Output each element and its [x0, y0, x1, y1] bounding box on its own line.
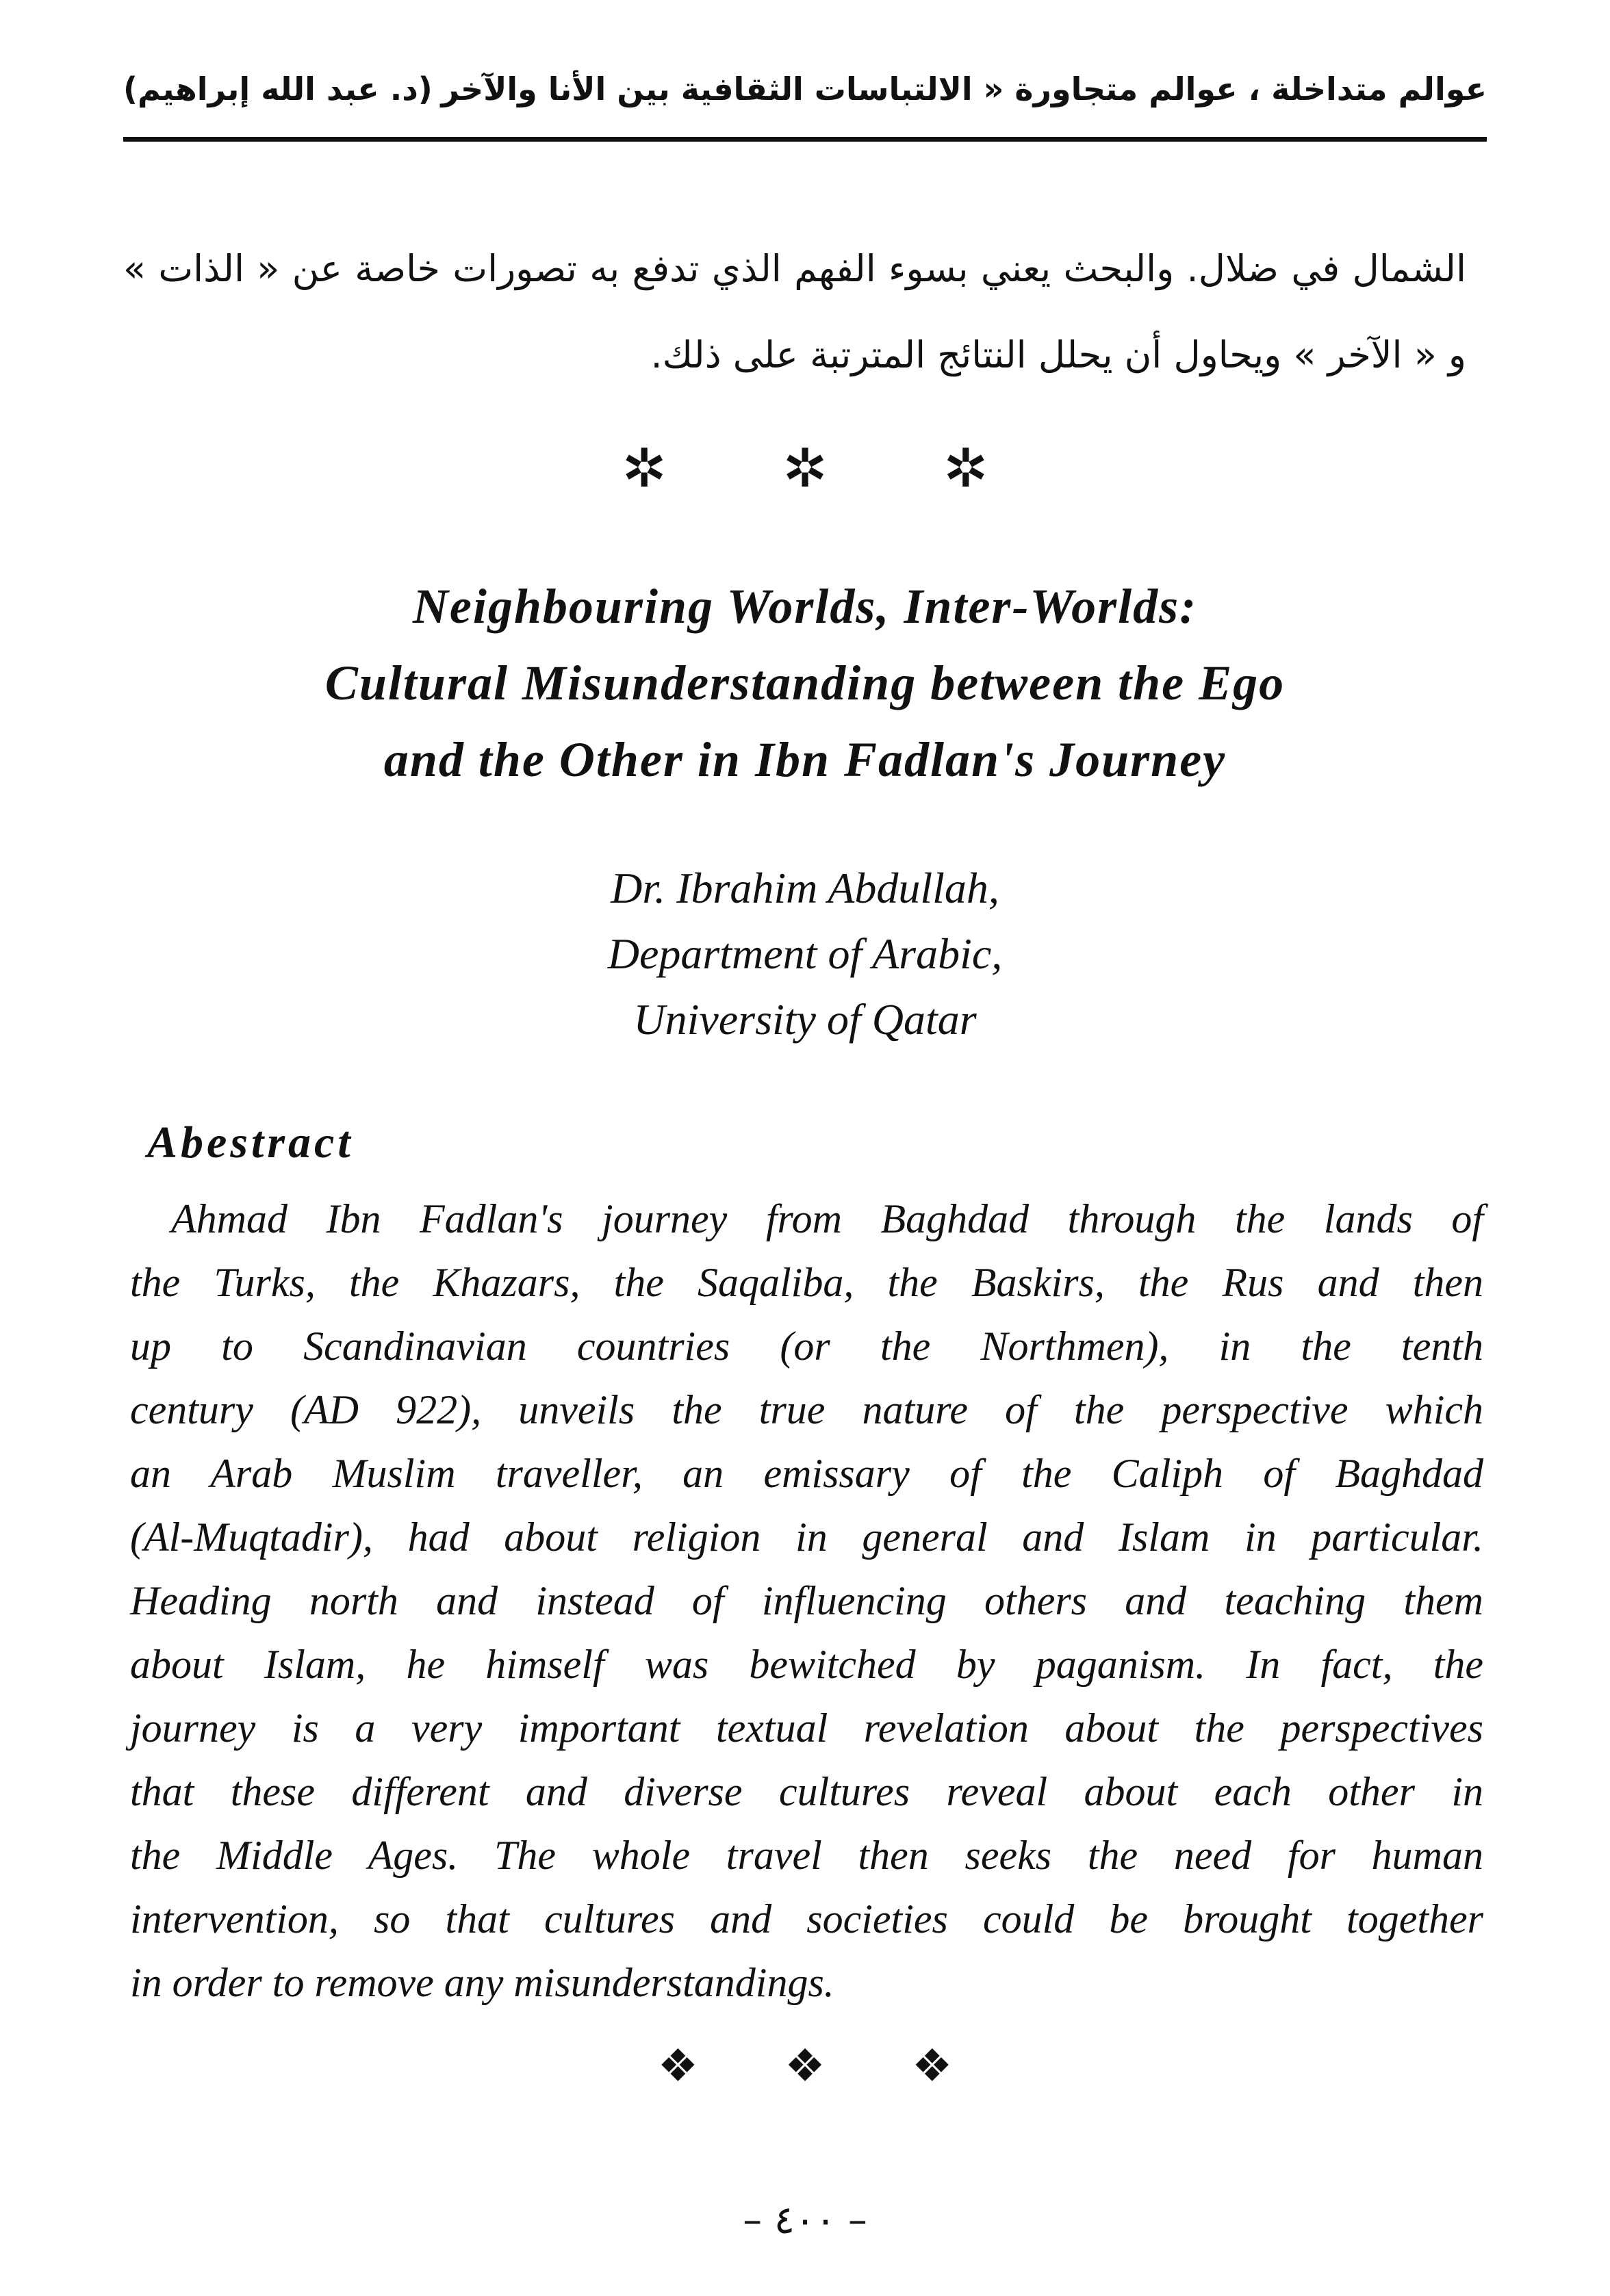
- running-head: [123, 48, 1487, 130]
- header-rule: [123, 137, 1487, 142]
- abstract-line: century (AD 922), unveils the true nature of the perspective which: [130, 1387, 1483, 1432]
- running-head-author: (د. عبد الله إبراهيم): [123, 70, 433, 107]
- title-line: Cultural Misunderstanding between the Ego: [324, 656, 1286, 710]
- asterisk-ornament-icon: ✲: [782, 439, 828, 498]
- author-name: Dr. Ibrahim Abdullah,: [611, 864, 999, 912]
- diamond-ornament-icon: ❖: [657, 2041, 698, 2091]
- asterisk-ornament-icon: ✲: [943, 439, 988, 498]
- abstract-heading: Abestract: [147, 1118, 354, 1168]
- article-title: [137, 568, 1473, 798]
- diamond-ornament-icon: ❖: [784, 2041, 826, 2091]
- diamond-ornament-icon: ❖: [912, 2041, 953, 2091]
- star-separator: [0, 438, 1610, 500]
- title-line: and the Other in Ibn Fadlan's Journey: [383, 732, 1227, 787]
- abstract-line: Ahmad Ibn Fadlan's journey from Baghdad through the lands of: [171, 1196, 1483, 1241]
- page-number: – ٤٠٠ –: [743, 2198, 867, 2243]
- abstract-line: (Al-Muqtadir), had about religion in general and Islam in particular.: [130, 1514, 1483, 1560]
- arabic-paragraph: الشمال في ضلال. والبحث يعني بسوء الفهم الذي تدفع به تصورات خاصة عن « الذات » و « الآخر » ويحاول أن يحلل النتائج المترتبة على ذلك.: [123, 247, 1466, 376]
- asterisk-ornament-icon: ✲: [622, 439, 667, 498]
- abstract-line: in order to remove any misunderstandings.: [130, 1960, 834, 2005]
- abstract-line: up to Scandinavian countries (or the Northmen), in the tenth: [130, 1324, 1483, 1369]
- abstract-line: about Islam, he himself was bewitched by paganism. In fact, the: [130, 1642, 1483, 1687]
- abstract-line: journey is a very important textual revelation about the perspectives: [130, 1705, 1483, 1751]
- abstract-line: Heading north and instead of influencing others and teaching them: [130, 1578, 1483, 1623]
- diamond-separator: [0, 2036, 1610, 2098]
- abstract-line: an Arab Muslim traveller, an emissary of the Caliph of Baghdad: [130, 1451, 1483, 1496]
- title-line: Neighbouring Worlds, Inter-Worlds:: [412, 579, 1198, 634]
- abstract-body: [130, 1187, 1483, 2015]
- abstract-line: the Middle Ages. The whole travel then seeks the need for human: [130, 1833, 1483, 1878]
- abstract-line: intervention, so that cultures and societies could be brought together: [130, 1896, 1483, 1942]
- abstract-line: that these different and diverse cultures reveal about each other in: [130, 1769, 1483, 1814]
- running-head-title: عوالم متداخلة ، عوالم متجاورة « الالتباسات الثقافية بين الأنا والآخر: [441, 70, 1487, 107]
- author-block: [137, 855, 1473, 1053]
- abstract-line: the Turks, the Khazars, the Saqaliba, the Baskirs, the Rus and then: [130, 1260, 1483, 1305]
- author-department: Department of Arabic,: [607, 929, 1003, 978]
- author-university: University of Qatar: [633, 995, 977, 1044]
